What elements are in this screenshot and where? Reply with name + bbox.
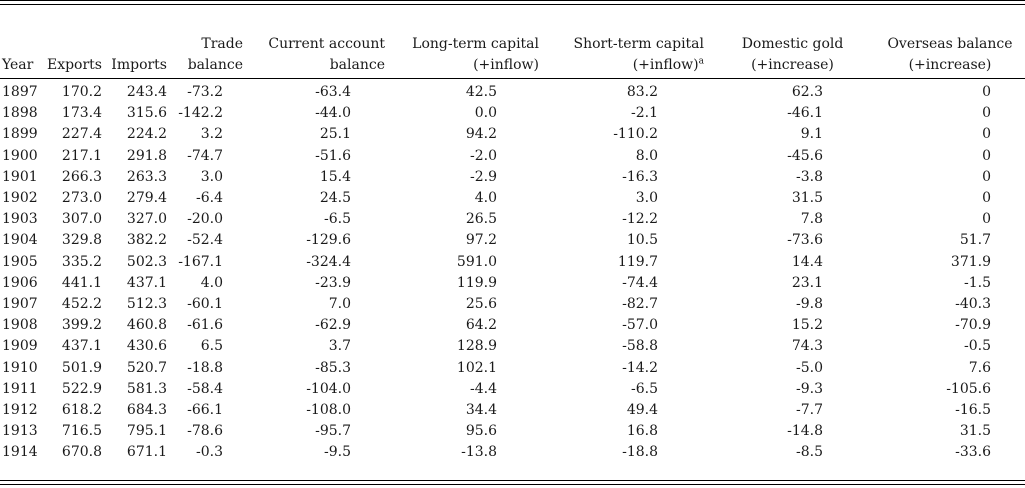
- imports-cell: 460.8: [126, 317, 167, 334]
- overseas-balance-cell: 7.6: [968, 359, 991, 376]
- header-trade-balance-line1: Trade: [201, 36, 243, 52]
- exports-cell: 335.2: [61, 253, 102, 270]
- table-row: [0, 124, 1025, 145]
- header-year: Year: [2, 57, 34, 73]
- short-term-cell: 16.8: [626, 423, 658, 440]
- domestic-gold-cell: 31.5: [791, 190, 823, 207]
- short-term-cell: 3.0: [635, 190, 658, 207]
- domestic-gold-cell: -7.7: [796, 401, 823, 418]
- year-cell: 1906: [2, 274, 38, 291]
- current-account-cell: -6.5: [324, 211, 351, 228]
- year-cell: 1908: [2, 317, 38, 334]
- long-term-cell: 4.0: [474, 190, 497, 207]
- exports-cell: 399.2: [61, 317, 102, 334]
- year-cell: 1914: [2, 444, 38, 461]
- header-overseas-balance-line1: Overseas balance: [887, 36, 1013, 52]
- trade-balance-cell: 3.2: [200, 126, 223, 143]
- table-row: [0, 294, 1025, 315]
- table-row: [0, 273, 1025, 294]
- domestic-gold-cell: 7.8: [800, 211, 823, 228]
- table-row: [0, 357, 1025, 378]
- current-account-cell: -63.4: [315, 84, 351, 101]
- header-current-account: [245, 6, 385, 76]
- year-cell: 1909: [2, 338, 38, 355]
- short-term-cell: -2.1: [631, 105, 658, 122]
- exports-cell: 441.1: [61, 274, 102, 291]
- imports-cell: 520.7: [126, 359, 167, 376]
- domestic-gold-cell: -9.3: [796, 380, 823, 397]
- top-rule-inner: [0, 4, 1025, 5]
- year-cell: 1911: [2, 380, 38, 397]
- header-long-term: [385, 6, 545, 76]
- exports-cell: 273.0: [61, 190, 102, 207]
- short-term-cell: 119.7: [617, 253, 658, 270]
- long-term-cell: 102.1: [456, 359, 497, 376]
- short-term-cell: -14.2: [622, 359, 658, 376]
- long-term-cell: -4.4: [470, 380, 497, 397]
- table-row: [0, 315, 1025, 336]
- overseas-balance-cell: 31.5: [959, 423, 991, 440]
- year-cell: 1899: [2, 126, 38, 143]
- domestic-gold-cell: -46.1: [787, 105, 823, 122]
- overseas-balance-cell: -70.9: [955, 317, 991, 334]
- imports-cell: 684.3: [126, 401, 167, 418]
- header-short-term-line2: (+inflow): [632, 57, 699, 73]
- footnote-marker: a: [698, 56, 704, 67]
- domestic-gold-cell: -14.8: [787, 423, 823, 440]
- trade-balance-cell: -142.2: [178, 105, 223, 122]
- exports-cell: 452.2: [61, 295, 102, 312]
- table-row: [0, 76, 1025, 103]
- imports-cell: 315.6: [126, 105, 167, 122]
- trade-balance-cell: -73.2: [187, 84, 223, 101]
- long-term-cell: -13.8: [461, 444, 497, 461]
- table-row: [0, 400, 1025, 421]
- overseas-balance-cell: 0: [982, 211, 991, 228]
- current-account-cell: -108.0: [306, 401, 351, 418]
- year-cell: 1900: [2, 147, 38, 164]
- table-body: [0, 76, 1025, 463]
- table-row: [0, 209, 1025, 230]
- data-table: [0, 6, 1025, 463]
- exports-cell: 170.2: [61, 84, 102, 101]
- overseas-balance-cell: 51.7: [959, 232, 991, 249]
- current-account-cell: -85.3: [315, 359, 351, 376]
- header-domestic-gold: [710, 6, 875, 76]
- long-term-cell: 64.2: [465, 317, 497, 334]
- overseas-balance-cell: -1.5: [964, 274, 991, 291]
- trade-balance-cell: -66.1: [187, 401, 223, 418]
- year-cell: 1912: [2, 401, 38, 418]
- imports-cell: 795.1: [126, 423, 167, 440]
- trade-balance-cell: 6.5: [200, 338, 223, 355]
- year-cell: 1898: [2, 105, 38, 122]
- overseas-balance-cell: 0: [982, 105, 991, 122]
- trade-balance-cell: -74.7: [187, 147, 223, 164]
- imports-cell: 430.6: [126, 338, 167, 355]
- header-current-account-line1: Current account: [268, 36, 385, 52]
- short-term-cell: -74.4: [622, 274, 658, 291]
- short-term-cell: -18.8: [622, 444, 658, 461]
- exports-cell: 307.0: [61, 211, 102, 228]
- table-row: [0, 336, 1025, 357]
- overseas-balance-cell: -105.6: [946, 380, 991, 397]
- overseas-balance-cell: -16.5: [955, 401, 991, 418]
- overseas-balance-cell: 0: [982, 190, 991, 207]
- header-trade-balance-line2: balance: [187, 57, 243, 73]
- table-row: [0, 188, 1025, 209]
- long-term-cell: 0.0: [474, 105, 497, 122]
- current-account-cell: -62.9: [315, 317, 351, 334]
- header-domestic-gold-line2: (+increase): [751, 57, 834, 73]
- short-term-cell: -82.7: [622, 295, 658, 312]
- table-row: [0, 442, 1025, 463]
- year-cell: 1907: [2, 295, 38, 312]
- exports-cell: 329.8: [61, 232, 102, 249]
- trade-balance-cell: -18.8: [187, 359, 223, 376]
- domestic-gold-cell: -73.6: [787, 232, 823, 249]
- short-term-cell: 83.2: [626, 84, 658, 101]
- long-term-cell: 119.9: [456, 274, 497, 291]
- domestic-gold-cell: -3.8: [796, 168, 823, 185]
- year-cell: 1913: [2, 423, 38, 440]
- domestic-gold-cell: -5.0: [796, 359, 823, 376]
- domestic-gold-cell: -45.6: [787, 147, 823, 164]
- table-row: [0, 146, 1025, 167]
- long-term-cell: 94.2: [465, 126, 497, 143]
- exports-cell: 437.1: [61, 338, 102, 355]
- imports-cell: 671.1: [126, 444, 167, 461]
- current-account-cell: -44.0: [315, 105, 351, 122]
- current-account-cell: -95.7: [315, 423, 351, 440]
- year-cell: 1903: [2, 211, 38, 228]
- domestic-gold-cell: -9.8: [796, 295, 823, 312]
- exports-cell: 217.1: [61, 147, 102, 164]
- header-overseas-balance-line2: (+increase): [908, 57, 992, 73]
- current-account-cell: 3.7: [328, 338, 351, 355]
- trade-balance-cell: -20.0: [187, 211, 223, 228]
- long-term-cell: 25.6: [465, 295, 497, 312]
- trade-balance-cell: -6.4: [196, 190, 223, 207]
- header-domestic-gold-line1: Domestic gold: [741, 36, 844, 52]
- domestic-gold-cell: 74.3: [791, 338, 823, 355]
- short-term-cell: -110.2: [613, 126, 658, 143]
- exports-cell: 227.4: [61, 126, 102, 143]
- domestic-gold-cell: 62.3: [791, 84, 823, 101]
- trade-balance-cell: -60.1: [187, 295, 223, 312]
- overseas-balance-cell: 0: [982, 168, 991, 185]
- header-long-term-line2: (+inflow): [473, 57, 539, 73]
- overseas-balance-cell: 371.9: [950, 253, 991, 270]
- current-account-cell: -51.6: [315, 147, 351, 164]
- imports-cell: 279.4: [126, 190, 167, 207]
- header-exports: Exports: [46, 57, 102, 73]
- overseas-balance-cell: 0: [982, 126, 991, 143]
- bottom-rule-outer: [0, 484, 1025, 485]
- domestic-gold-cell: 9.1: [800, 126, 823, 143]
- imports-cell: 581.3: [126, 380, 167, 397]
- imports-cell: 502.3: [126, 253, 167, 270]
- imports-cell: 382.2: [126, 232, 167, 249]
- table-row: [0, 379, 1025, 400]
- table-row: [0, 252, 1025, 273]
- long-term-cell: 42.5: [465, 84, 497, 101]
- exports-cell: 173.4: [61, 105, 102, 122]
- current-account-cell: 7.0: [328, 295, 351, 312]
- header-short-term: [545, 6, 710, 76]
- trade-balance-cell: -52.4: [187, 232, 223, 249]
- short-term-cell: -58.8: [622, 338, 658, 355]
- year-cell: 1901: [2, 168, 38, 185]
- imports-cell: 263.3: [126, 168, 167, 185]
- short-term-cell: -16.3: [622, 168, 658, 185]
- long-term-cell: 26.5: [465, 211, 497, 228]
- header-short-term-line1: Short-term capital: [573, 36, 704, 52]
- exports-cell: 670.8: [61, 444, 102, 461]
- table-row: [0, 167, 1025, 188]
- domestic-gold-cell: 15.2: [791, 317, 823, 334]
- table-row: [0, 421, 1025, 442]
- trade-balance-cell: -167.1: [178, 253, 223, 270]
- year-cell: 1904: [2, 232, 38, 249]
- overseas-balance-cell: -0.5: [964, 338, 991, 355]
- year-cell: 1910: [2, 359, 38, 376]
- current-account-cell: -9.5: [324, 444, 351, 461]
- long-term-cell: 34.4: [465, 401, 497, 418]
- header-imports: Imports: [111, 57, 167, 73]
- current-account-cell: -324.4: [306, 253, 351, 270]
- imports-cell: 512.3: [126, 295, 167, 312]
- year-cell: 1897: [2, 84, 38, 101]
- trade-balance-cell: -58.4: [187, 380, 223, 397]
- long-term-cell: -2.9: [470, 168, 497, 185]
- domestic-gold-cell: 23.1: [791, 274, 823, 291]
- table-row: [0, 103, 1025, 124]
- header-trade-balance: [167, 6, 245, 76]
- header-long-term-line1: Long-term capital: [412, 36, 539, 52]
- long-term-cell: 95.6: [465, 423, 497, 440]
- short-term-cell: 49.4: [626, 401, 658, 418]
- overseas-balance-cell: 0: [982, 147, 991, 164]
- trade-balance-cell: 4.0: [200, 274, 223, 291]
- imports-cell: 437.1: [126, 274, 167, 291]
- header-current-account-line2: balance: [329, 57, 385, 73]
- year-cell: 1902: [2, 190, 38, 207]
- long-term-cell: 128.9: [456, 338, 497, 355]
- trade-balance-cell: -61.6: [187, 317, 223, 334]
- short-term-cell: -6.5: [631, 380, 658, 397]
- current-account-cell: 25.1: [319, 126, 351, 143]
- domestic-gold-cell: 14.4: [791, 253, 823, 270]
- exports-cell: 716.5: [61, 423, 102, 440]
- short-term-cell: -12.2: [622, 211, 658, 228]
- trade-balance-cell: 3.0: [200, 168, 223, 185]
- bottom-rule-inner: [0, 480, 1025, 481]
- imports-cell: 291.8: [126, 147, 167, 164]
- imports-cell: 224.2: [126, 126, 167, 143]
- exports-cell: 501.9: [61, 359, 102, 376]
- domestic-gold-cell: -8.5: [796, 444, 823, 461]
- long-term-cell: -2.0: [470, 147, 497, 164]
- trade-balance-cell: -0.3: [196, 444, 223, 461]
- current-account-cell: -129.6: [306, 232, 351, 249]
- overseas-balance-cell: 0: [982, 84, 991, 101]
- current-account-cell: 15.4: [319, 168, 351, 185]
- current-account-cell: 24.5: [319, 190, 351, 207]
- short-term-cell: -57.0: [622, 317, 658, 334]
- long-term-cell: 591.0: [456, 253, 497, 270]
- exports-cell: 522.9: [61, 380, 102, 397]
- exports-cell: 266.3: [61, 168, 102, 185]
- imports-cell: 243.4: [126, 84, 167, 101]
- header-overseas-balance: [875, 6, 1025, 76]
- top-rule-outer: [0, 0, 1025, 1]
- long-term-cell: 97.2: [465, 232, 497, 249]
- imports-cell: 327.0: [126, 211, 167, 228]
- table-row: [0, 230, 1025, 251]
- header-row: [0, 6, 1025, 76]
- current-account-cell: -23.9: [315, 274, 351, 291]
- overseas-balance-cell: -33.6: [955, 444, 991, 461]
- year-cell: 1905: [2, 253, 38, 270]
- exports-cell: 618.2: [61, 401, 102, 418]
- current-account-cell: -104.0: [306, 380, 351, 397]
- overseas-balance-cell: -40.3: [955, 295, 991, 312]
- short-term-cell: 10.5: [626, 232, 658, 249]
- trade-balance-cell: -78.6: [187, 423, 223, 440]
- short-term-cell: 8.0: [635, 147, 658, 164]
